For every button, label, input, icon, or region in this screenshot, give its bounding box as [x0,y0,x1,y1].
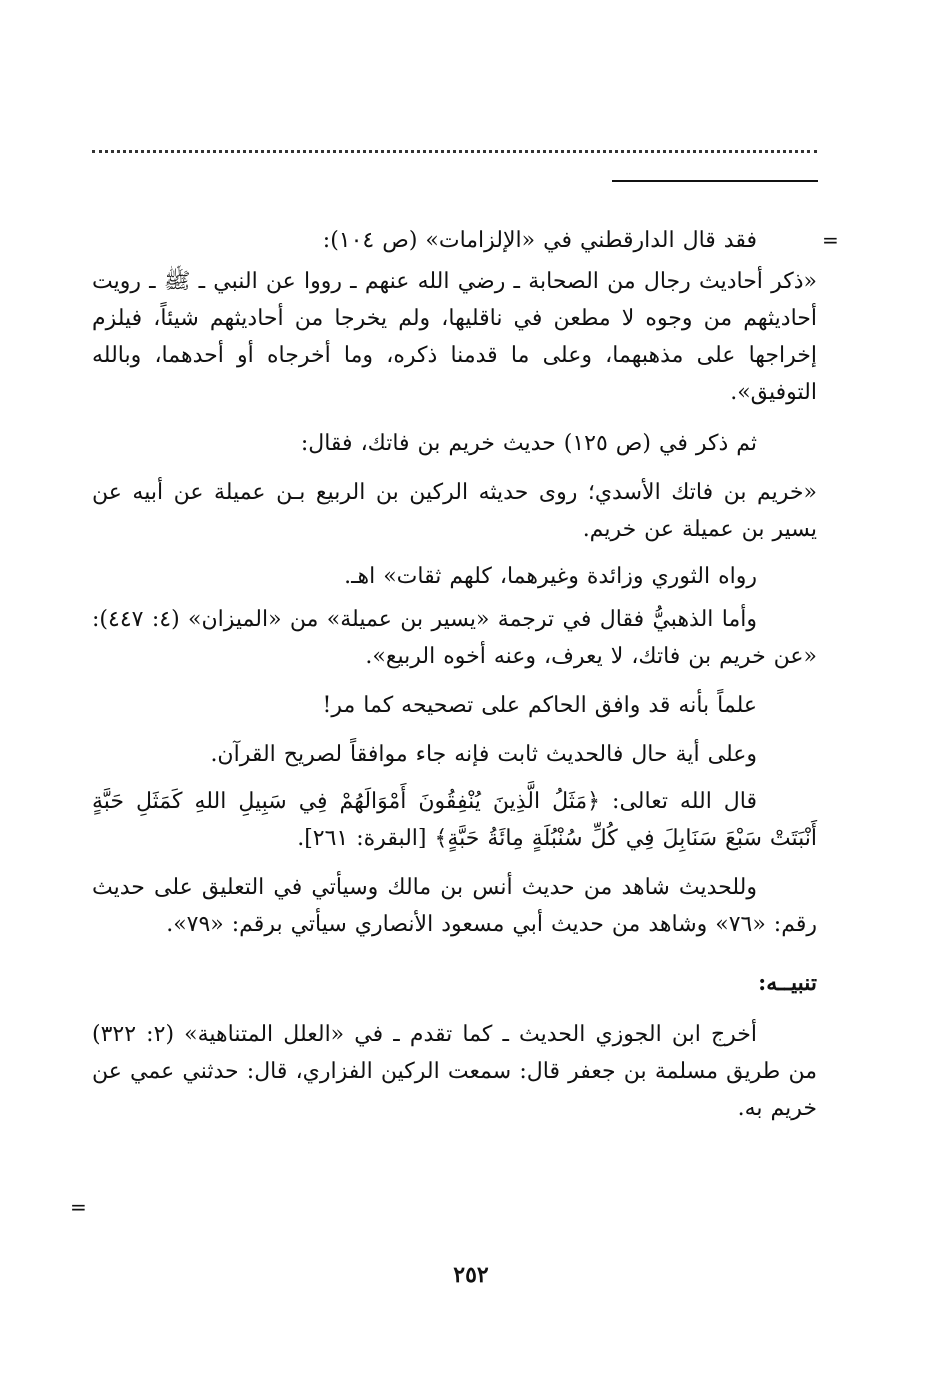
quran-quote-paragraph: قال الله تعالى: ﴿مَثَلُ الَّذِينَ يُنْفِقُونَ أَمْوَالَهُمْ فِي سَبِيلِ اللهِ كَمَثَلِ حَبَّةٍ أَنْبَتَتْ سَبْعَ سَنَابِلَ فِي كُلِّ سُنْبُلَةٍ مِائَةُ حَبَّةٍ﴾ [البقرة: ٢٦١]. [92,789,817,851]
footnote-paragraph: علماً بأنه قد وافق الحاكم على تصحيحه كما مر! [322,693,757,718]
footnote-paragraph: وللحديث شاهد من حديث أنس بن مالك وسيأتي في التعليق على حديث رقم: «٧٦» وشاهد من حديث أبي مسعود الأنصاري سيأتي برقم: «٧٩». [92,875,817,937]
dotted-separator [92,150,817,153]
footnote-paragraph: وأما الذهبيُّ فقال في ترجمة «يسير بن عميلة» من «الميزان» (٤: ٤٤٧): «عن خريم بن فاتك، لا يعرف، وعنه أخوه الربيع». [92,607,817,669]
page-number: ٢٥٢ [453,1262,489,1288]
note-heading: تنبيــه: [758,970,817,996]
footnote-paragraph: أخرج ابن الجوزي الحديث ـ كما تقدم ـ في «العلل المتناهية» (٢: ٣٢٢) من طريق مسلمة بن جعفر قال: سمعت الركين الفزاري، قال: حدثني عمي عن خريم به. [92,1022,817,1121]
footnote-paragraph: «خريم بن فاتك الأسدي؛ روى حديثه الركين بن الربيع بـن عميلة عن أبيه عن يسير بن عميلة عن خريم. [92,480,817,542]
footnote-paragraph: وعلى أية حال فالحديث ثابت فإنه جاء موافقاً لصريح القرآن. [210,742,757,767]
continuation-mark-bottom: = [70,1195,87,1219]
footnote-paragraph: رواه الثوري وزائدة وغيرهما، كلهم ثقات» اهـ. [344,564,757,589]
continuation-mark-top: = [822,228,839,252]
footnote-paragraph: «ذكر أحاديث رجال من الصحابة ـ رضي الله عنهم ـ رووا عن النبي ـ ﷺ ـ رويت أحاديثهم من وجوه لا مطعن في ناقليها، ولم يخرجا من أحاديثهم شيئاً، فيلزم إخراجها على مذهبهما، وعلى ما قدمنا ذكره، وما أخرجاه أو أحدهما، وبالله التوفيق». [92,269,817,405]
footnote-rule [612,180,818,182]
footnote-paragraph: ثم ذكر في (ص ١٢٥) حديث خريم بن فاتك، فقال: [300,431,757,456]
footnote-block-1 [92,222,817,1127]
footnote-paragraph: فقد قال الدارقطني في «الإلزامات» (ص ١٠٤): [322,228,757,253]
